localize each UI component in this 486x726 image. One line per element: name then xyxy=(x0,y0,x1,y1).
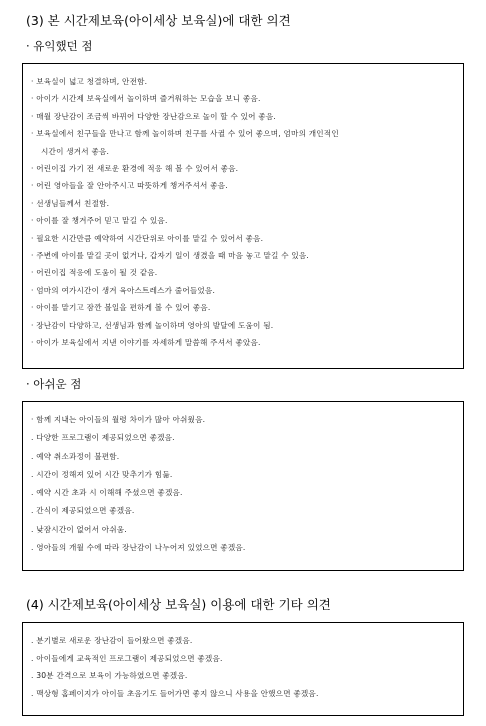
list-item: . 맥상형 홈페이지가 아이들 초음기도 들어가면 좋지 않으니 사용을 안했으면 좋겠음. xyxy=(31,688,319,698)
section4-title: (4) 시간제보육(아이세상 보육실) 이용에 대한 기타 의견 xyxy=(26,597,331,612)
list-item: . 간식이 제공되었으면 좋겠음. xyxy=(31,506,135,516)
bad-points-label: · 아쉬운 점 xyxy=(26,377,82,391)
list-item: · 아이가 시간제 보육실에서 놀이하며 즐거워하는 모습을 보니 좋음. xyxy=(31,94,261,104)
other-opinions-list xyxy=(31,632,455,702)
good-points-label: · 유익했던 점 xyxy=(26,39,93,53)
bad-points-box xyxy=(22,401,464,571)
bad-points-list xyxy=(31,411,455,557)
section3-title: (3) 본 시간제보육(아이세상 보육실)에 대한 의견 xyxy=(26,13,291,28)
list-item: . 예약 시간 초과 시 이해해 주셨으면 좋겠음. xyxy=(31,488,183,498)
list-item: . 30분 간격으로 보육이 가능하였으면 좋겠음. xyxy=(31,671,188,681)
list-item: . 예약 취소과정이 불편함. xyxy=(31,451,120,461)
good-points-list xyxy=(31,73,455,352)
list-item: · 어린 영아들을 잘 안아주시고 따뜻하게 챙겨주셔서 좋음. xyxy=(31,181,228,191)
list-item-continuation: 시간이 생겨서 좋음. xyxy=(41,146,110,156)
list-item: · 엄마의 여가시간이 생겨 육아스트레스가 줄어들었음. xyxy=(31,285,216,295)
list-item: . 다양한 프로그램이 제공되었으면 좋겠음. xyxy=(31,433,175,443)
list-item: · 아이가 보육실에서 지낸 이야기를 자세하게 말씀해 주셔서 좋았음. xyxy=(31,338,261,348)
list-item: · 보육실이 넓고 청결하며, 안전함. xyxy=(31,77,148,86)
list-item: · 아이를 잘 챙겨주어 믿고 맡길 수 있음. xyxy=(31,216,168,226)
list-item: · 어린이집 적응에 도움이 될 것 같음. xyxy=(31,268,158,278)
list-item: . 낮잠시간이 없어서 아쉬움. xyxy=(31,524,127,534)
list-item: . 시간이 정해져 있어 시간 맞추기가 힘듦. xyxy=(31,469,173,479)
list-item: · 함께 지내는 아이들의 월령 차이가 많아 아쉬웠음. xyxy=(31,415,206,424)
list-item: . 영아들의 개월 수에 따라 장난감이 나누어져 있었으면 좋겠음. xyxy=(31,543,246,553)
good-points-box xyxy=(22,63,464,369)
list-item: · 필요한 시간만큼 예약하여 시간단위로 아이를 맡길 수 있어서 좋음. xyxy=(31,233,264,243)
list-item: . 분기별로 새로운 장난감이 들어왔으면 좋겠음. xyxy=(31,636,193,645)
list-item: · 장난감이 다양하고, 선생님과 함께 놀이하며 영아의 발달에 도움이 됨. xyxy=(31,320,274,330)
other-opinions-box xyxy=(22,622,464,716)
list-item: · 매월 장난감이 조금씩 바뀌어 다양한 장난감으로 놀이 할 수 있어 좋음. xyxy=(31,111,276,121)
list-item: · 선생님들께서 친절함. xyxy=(31,198,110,208)
list-item: · 보육실에서 친구들을 만나고 함께 놀이하며 친구를 사귈 수 있어 좋으며, 엄마의 개인적인 xyxy=(31,129,339,139)
list-item: · 아이를 맡기고 잠깐 볼일을 편하게 볼 수 있어 좋음. xyxy=(31,303,211,313)
list-item: · 주변에 아이를 맡길 곳이 없거나, 갑자기 일이 생겼을 때 마음 놓고 맡길 수 있음. xyxy=(31,251,310,261)
list-item: . 아이들에게 교육적인 프로그램이 제공되었으면 좋겠음. xyxy=(31,653,223,663)
list-item: · 어린이집 가기 전 새로운 환경에 적응 해 볼 수 있어서 좋음. xyxy=(31,164,239,174)
